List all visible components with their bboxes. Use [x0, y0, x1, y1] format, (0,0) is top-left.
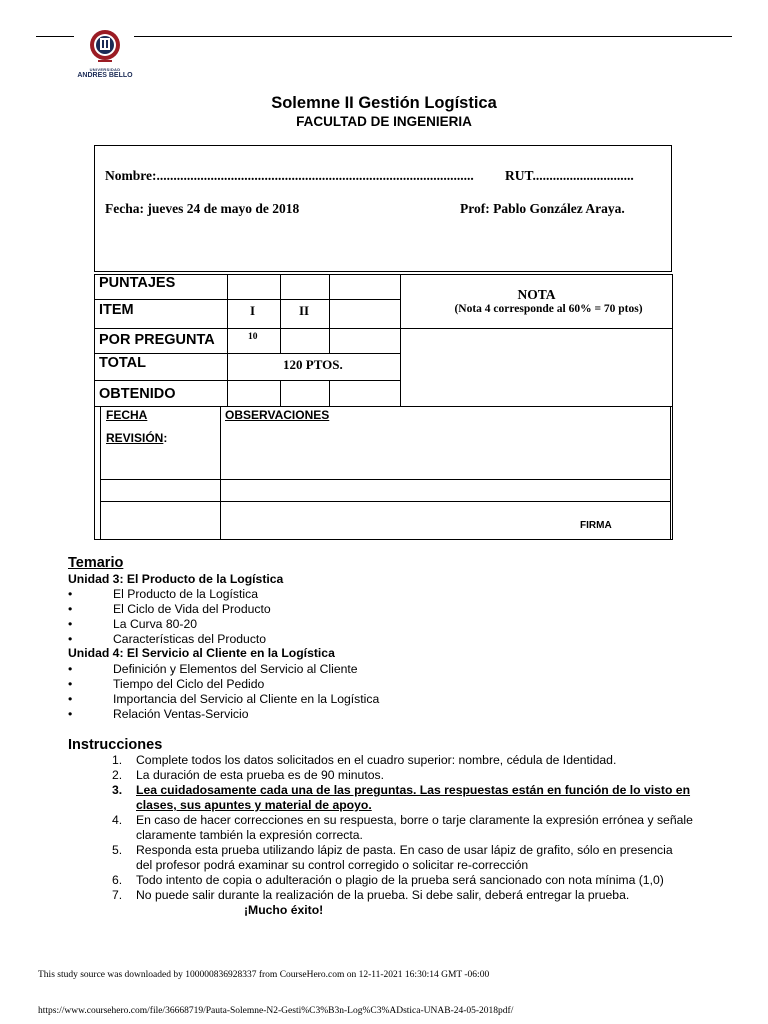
list-item-text: Definición y Elementos del Servicio al Cliente [113, 662, 358, 676]
bullet-icon: • [68, 677, 73, 691]
nota-label: NOTA [517, 287, 556, 302]
instruction-text: No puede salir durante la realización de la prueba. Si debe salir, deberá entregar la prueba. [136, 888, 630, 902]
col-divider [220, 406, 221, 540]
header-rule-right [134, 36, 732, 37]
revision-colon: : [163, 431, 168, 445]
instruction-number: 5. [112, 843, 123, 857]
unidad4-heading: Unidad 4: El Servicio al Cliente en la Logística [68, 646, 335, 660]
list-item-text: Importancia del Servicio al Cliente en la Logística [113, 692, 380, 706]
revision-label [106, 431, 167, 445]
nota-note: (Nota 4 corresponde al 60% = 70 ptos) [454, 303, 643, 315]
fecha-field: Fecha: jueves 24 de mayo de 2018 [105, 201, 300, 216]
source-url[interactable]: https://www.coursehero.com/file/36668719/Pauta-Solemne-N2-Gesti%C3%B3n-Log%C3%ADstica-UNAB-24-05-2018pdf/ [38, 1006, 514, 1016]
header-rule-left [36, 36, 74, 37]
instruction-text: del profesor podrá examinar su control corregido o solicitar re-corrección [136, 858, 529, 872]
instruction-text: Lea cuidadosamente cada una de las preguntas. Las respuestas están en función de lo visto en [136, 783, 691, 797]
temario-heading: Temario [68, 555, 124, 571]
revision-word: REVISIÓN [106, 431, 164, 445]
puntajes-label: PUNTAJES [99, 275, 176, 291]
total-label: TOTAL [99, 355, 146, 371]
instruction-text: clases, sus apuntes y material de apoyo. [136, 798, 372, 812]
bullet-icon: • [68, 632, 73, 646]
list-item-text: Relación Ventas-Servicio [113, 707, 249, 721]
col-divider [280, 380, 281, 406]
bullet-icon: • [68, 617, 73, 631]
col-divider [280, 274, 281, 353]
page-subtitle: FACULTAD DE INGENIERIA [296, 114, 472, 129]
firma-label: FIRMA [580, 520, 612, 531]
university-label: UNIVERSIDAD [89, 67, 121, 72]
instruction-number: 1. [112, 753, 123, 767]
row-divider [94, 406, 673, 407]
instruction-text: Complete todos los datos solicitados en el cuadro superior: nombre, cédula de Identidad. [136, 753, 617, 767]
download-notice: This study source was downloaded by 100000836928337 from CourseHero.com on 12-11-2021 16:30:14 GMT -06:00 [38, 970, 490, 980]
por-pregunta-label: POR PREGUNTA [99, 332, 215, 348]
instruction-text: Todo intento de copia o adulteración o plagio de la prueba será sancionado con nota mínima (1,0) [136, 873, 664, 887]
instruction-number: 3. [112, 783, 123, 797]
fecha-revision-label: FECHA [106, 408, 148, 422]
item-col-1: I [250, 303, 256, 318]
col-divider [329, 380, 330, 406]
page-title: Solemne II Gestión Logística [271, 94, 497, 112]
list-item-text: La Curva 80-20 [113, 617, 198, 631]
instruction-number: 7. [112, 888, 123, 902]
observaciones-label: OBSERVACIONES [225, 408, 330, 422]
bullet-icon: • [68, 602, 73, 616]
nombre-field: Nombre:.............................................................................................. [105, 168, 474, 183]
instruction-number: 6. [112, 873, 123, 887]
rut-field: RUT.............................. [505, 168, 634, 183]
bullet-icon: • [68, 662, 73, 676]
bullet-icon: • [68, 707, 73, 721]
bullet-icon: • [68, 692, 73, 706]
university-name: ANDRES BELLO [77, 72, 133, 79]
por-pregunta-value: 10 [248, 332, 258, 342]
list-item-text: El Ciclo de Vida del Producto [113, 602, 271, 616]
total-value: 120 PTOS. [283, 357, 343, 372]
list-item-text: El Producto de la Logística [113, 587, 258, 601]
instruction-text: claramente también la expresión correcta. [136, 828, 363, 842]
bullet-icon: • [68, 587, 73, 601]
item-col-2: II [299, 303, 310, 318]
row-divider [100, 501, 671, 502]
col-divider [329, 274, 330, 353]
prof-field: Prof: Pablo González Araya. [460, 201, 625, 216]
row-divider [100, 479, 671, 480]
unidad3-heading: Unidad 3: El Producto de la Logística [68, 572, 284, 586]
university-logo [74, 24, 136, 84]
instruction-number: 2. [112, 768, 123, 782]
instruction-number: 4. [112, 813, 123, 827]
list-item-text: Características del Producto [113, 632, 267, 646]
university-seal-icon [74, 24, 136, 68]
item-label: ITEM [99, 302, 134, 318]
instruction-text: La duración de esta prueba es de 90 minutos. [136, 768, 384, 782]
instruction-text: En caso de hacer correcciones en su respuesta, borre o tarje claramente la expresión errónea y señale [136, 813, 693, 827]
col-divider [227, 274, 228, 406]
row-divider [94, 380, 400, 381]
obtenido-label: OBTENIDO [99, 386, 176, 402]
col-divider [100, 406, 101, 540]
list-item-text: Tiempo del Ciclo del Pedido [113, 677, 265, 691]
instruction-text: Responda esta prueba utilizando lápiz de pasta. En caso de usar lápiz de grafito, sólo en presencia [136, 843, 673, 857]
row-divider [94, 328, 673, 329]
instrucciones-heading: Instrucciones [68, 737, 163, 753]
closing-message: ¡Mucho éxito! [244, 903, 324, 917]
row-divider [94, 353, 400, 354]
row-divider [94, 299, 400, 300]
col-divider [670, 406, 671, 540]
